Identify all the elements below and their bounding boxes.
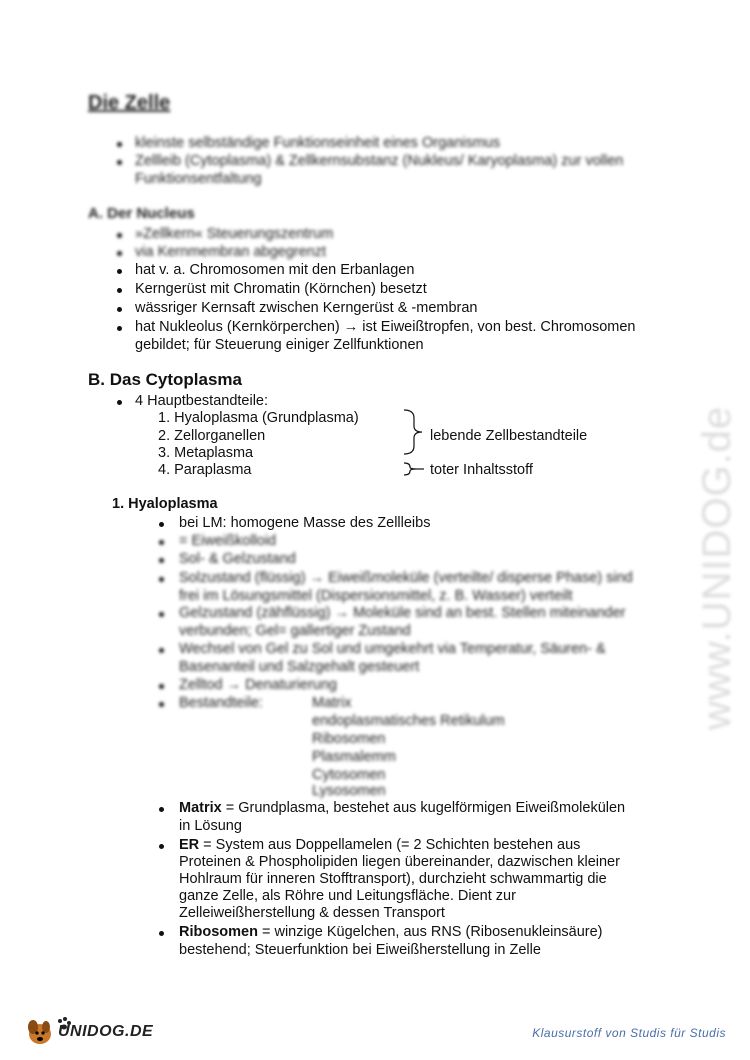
er-term: ER: [179, 837, 200, 853]
er-text: = System aus Doppellamelen (= 2 Schichten bestehen aus: [199, 837, 581, 853]
nucleus-item: Kerngerüst mit Chromatin (Körnchen) besetzt: [135, 281, 427, 297]
component: Ribosomen: [312, 731, 386, 747]
hyalo-item: bei LM: homogene Masse des Zellleibs: [179, 515, 431, 531]
hyalo-item: verbunden; Gel= gallertiger Zustand: [179, 623, 411, 639]
hyalo-item: Sol- & Gelzustand: [179, 551, 296, 567]
bullet: [117, 326, 122, 331]
bullet: [159, 844, 164, 849]
ribo-line-2: bestehend; Steuerfunktion bei Eiweißherstellung in Zelle: [179, 942, 541, 958]
footer-tagline: Klausurstoff von Studis für Studis: [532, 1026, 726, 1040]
ribo-line: [179, 923, 603, 941]
bullet: [159, 684, 164, 689]
er-line-4: ganze Zelle, als Röhre und Leitungsfläche. Dient zur: [179, 888, 516, 904]
hyalo-item: = Eiweißkolloid: [179, 533, 277, 549]
nucleus-item: gebildet; für Steuerung einiger Zellfunktionen: [135, 337, 424, 353]
bullet: [159, 702, 164, 707]
part-item: 2. Zellorganellen: [158, 428, 266, 444]
bullet: [159, 522, 164, 527]
intro-line: Zellleib (Cytoplasma) & Zellkernsubstanz (Nukleus/ Karyoplasma) zur vollen: [135, 153, 624, 169]
section-b-heading: B. Das Cytoplasma: [88, 370, 242, 389]
hyalo-item: Basenanteil und Salzgehalt gesteuert: [179, 659, 420, 675]
component: Matrix: [312, 695, 352, 711]
intro-line: kleinste selbständige Funktionseinheit eines Organismus: [135, 135, 501, 151]
part-item: 3. Metaplasma: [158, 445, 254, 461]
hyalo-heading: 1. Hyaloplasma: [112, 496, 218, 512]
bullet: [117, 269, 122, 274]
ribo-term: Ribosomen: [179, 924, 258, 940]
nucleus-item: hat v. a. Chromosomen mit den Erbanlagen: [135, 262, 415, 278]
bullet: [117, 251, 122, 256]
hyalo-item: Bestandteile:: [179, 695, 263, 711]
matrix-text: = Grundplasma, bestehet aus kugelförmigen Eiweißmolekülen: [221, 800, 626, 816]
bullet: [159, 540, 164, 545]
component: Plasmalemm: [312, 749, 396, 765]
page-title: Die Zelle: [88, 92, 171, 114]
er-line: [179, 836, 580, 854]
bullet: [159, 558, 164, 563]
er-line-2: Proteinen & Phospholipiden liegen übereinander, dazwischen kleiner: [179, 854, 620, 870]
matrix-line: [179, 799, 625, 817]
logo-text: UNIDOG.DE: [58, 1023, 154, 1040]
nucleus-item: »Zellkern« Steuerungszentrum: [135, 226, 334, 242]
er-line-5: Zelleiweißherstellung & dessen Transport: [179, 905, 445, 921]
bullet: [159, 577, 164, 582]
part-item: 1. Hyaloplasma (Grundplasma): [158, 410, 359, 426]
bullet: [159, 807, 164, 812]
nucleus-item: via Kernmembran abgegrenzt: [135, 244, 327, 260]
bullet: [117, 233, 122, 238]
nucleus-item: wässriger Kernsaft zwischen Kerngerüst & -membran: [135, 300, 478, 316]
watermark: www.UNIDOG.de: [695, 405, 739, 730]
bullet: [117, 307, 122, 312]
ribo-text: = winzige Kügelchen, aus RNS (Ribosenukleinsäure): [257, 924, 603, 940]
bullet: [159, 612, 164, 617]
brace-icon: [400, 408, 430, 456]
dead-label: toter Inhaltsstoff: [430, 462, 533, 478]
intro-line: Funktionsentfaltung: [135, 171, 262, 187]
component: Lysosomen: [312, 783, 386, 799]
living-label: lebende Zellbestandteile: [430, 428, 588, 444]
nucleus-item: hat Nukleolus (Kernkörperchen) → ist Eiweißtropfen, von best. Chromosomen: [135, 319, 636, 335]
bullet: [117, 142, 122, 147]
small-brace-icon: [400, 461, 428, 477]
bullet: [159, 931, 164, 936]
bullet: [117, 400, 122, 405]
matrix-line-2: in Lösung: [179, 818, 242, 834]
hyalo-item: Wechsel von Gel zu Sol und umgekehrt via Temperatur, Säuren- &: [179, 641, 606, 657]
cytoplasma-lead: 4 Hauptbestandteile:: [135, 393, 269, 409]
section-a-heading: A. Der Nucleus: [88, 205, 195, 222]
hyalo-item: Gelzustand (zähflüssig) → Moleküle sind an best. Stellen miteinander: [179, 605, 626, 621]
bullet: [117, 288, 122, 293]
er-line-3: Hohlraum für inneren Stofftransport), durchzieht schwammartig die: [179, 871, 607, 887]
matrix-term: Matrix: [179, 800, 222, 816]
hyalo-item: frei im Lösungsmittel (Dispersionsmittel, z. B. Wasser) verteilt: [179, 588, 573, 604]
hyalo-item: Zelltod → Denaturierung: [179, 677, 337, 693]
component: endoplasmatisches Retikulum: [312, 713, 505, 729]
component: Cytosomen: [312, 767, 386, 783]
hyalo-item: Solzustand (flüssig) → Eiweißmoleküle (verteilte/ disperse Phase) sind: [179, 570, 633, 586]
bullet: [159, 648, 164, 653]
part-item: 4. Paraplasma: [158, 462, 252, 478]
bullet: [117, 160, 122, 165]
